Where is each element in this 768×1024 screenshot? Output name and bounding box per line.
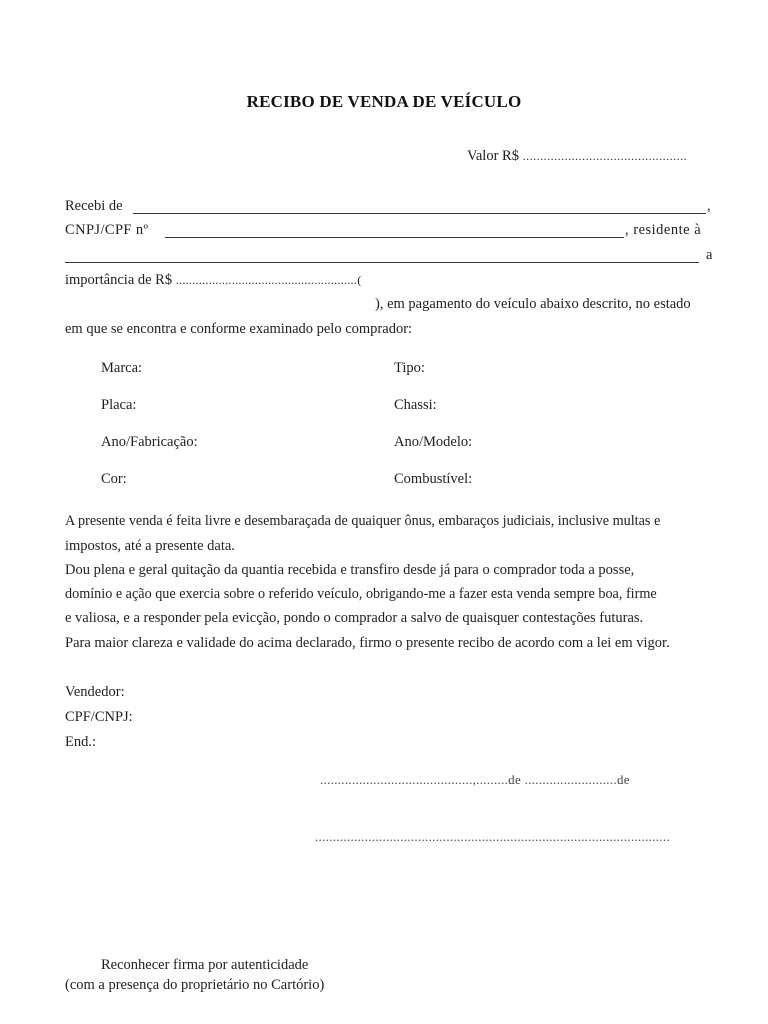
address-line[interactable] (65, 262, 699, 263)
paragraph-3: Para maior clareza e validade do acima declarado, firmo o presente recibo de acordo com a lei em vigor. (65, 635, 670, 651)
date-day-dots: .........de (476, 772, 522, 787)
importancia-dots: .......................................................( (175, 273, 362, 287)
date-month-dots: ..........................de (524, 772, 630, 787)
paragraph-1-line-1: A presente venda é feita livre e desembaraçada de quaiquer ônus, embaraços judiciais, inclusive multas e (65, 513, 661, 529)
end-label: End.: (65, 734, 97, 750)
residente-label: , residente à (625, 222, 702, 238)
cnpj-line[interactable] (165, 237, 624, 238)
date-line (320, 772, 630, 789)
importancia-field (65, 272, 362, 289)
paragraph-2-line-1: Dou plena e geral quitação da quantia recebida e transfiro desde já para o comprador toda a posse, (65, 562, 635, 578)
tipo-label: Tipo: (394, 360, 425, 376)
valor-dots: ............................................... (522, 149, 688, 163)
valor-field (467, 148, 687, 165)
reconhecer-firma-text: Reconhecer firma por autenticidade (101, 957, 309, 973)
vendedor-label: Vendedor: (65, 684, 125, 700)
paragraph-2-line-2: domínio e ação que exercia sobre o referido veículo, obrigando-me a fazer esta venda sempre boa, firme (65, 586, 657, 602)
combustivel-label: Combustível: (394, 471, 473, 487)
cpf-cnpj-label: CPF/CNPJ: (65, 709, 133, 725)
valor-label: Valor R$ (467, 148, 519, 164)
cor-label: Cor: (101, 471, 127, 487)
cartorio-note: (com a presença do proprietário no Cartório) (65, 977, 325, 993)
importancia-label: importância de R$ (65, 272, 173, 288)
document-title: RECIBO DE VENDA DE VEÍCULO (246, 92, 522, 111)
marca-label: Marca: (101, 360, 143, 376)
date-city-dots: ..........................................., (320, 772, 477, 787)
paragraph-1-line-2: impostos, até a presente data. (65, 538, 235, 554)
a-label: a (706, 247, 713, 263)
ano-modelo-label: Ano/Modelo: (394, 434, 473, 450)
recebi-line[interactable] (133, 213, 706, 214)
signature-line: .................................................................................................... (315, 829, 670, 844)
pagamento-text: ), em pagamento do veículo abaixo descrito, no estado (375, 296, 691, 312)
estado-text: em que se encontra e conforme examinado pelo comprador: (65, 321, 413, 337)
chassi-label: Chassi: (394, 397, 437, 413)
paragraph-2-line-3: e valiosa, e a responder pela evicção, pondo o comprador a salvo de quaisquer contestações futuras. (65, 610, 644, 626)
recebi-label: Recebi de (65, 198, 123, 214)
placa-label: Placa: (101, 397, 137, 413)
recebi-comma: , (707, 198, 711, 214)
ano-fabricacao-label: Ano/Fabricação: (101, 434, 198, 450)
cnpj-label: CNPJ/CPF nº (65, 222, 149, 238)
